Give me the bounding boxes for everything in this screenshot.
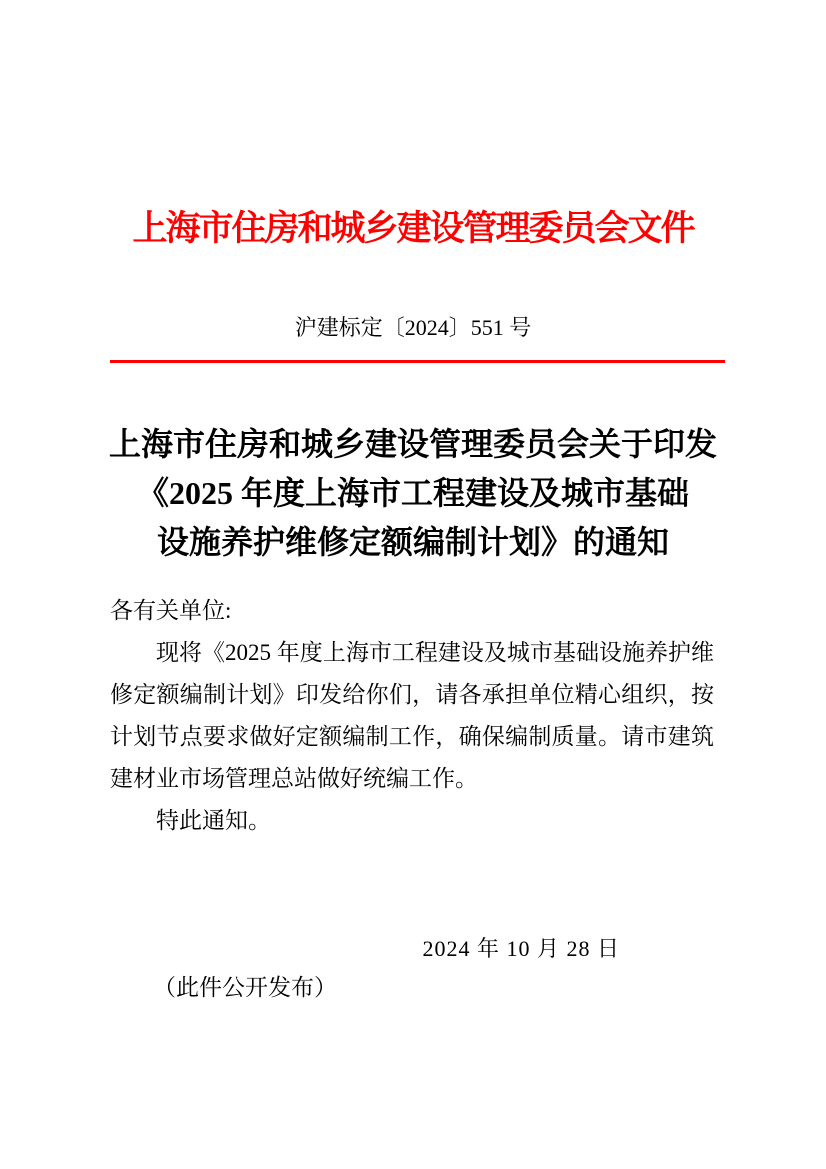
- document-title: [0, 420, 826, 567]
- red-separator-line: [110, 360, 725, 363]
- closing-line: 特此通知。: [156, 808, 271, 833]
- issue-date: 2024 年 10 月 28 日: [422, 936, 620, 961]
- document-title-line-1: 上海市住房和城乡建设管理委员会关于印发: [108, 426, 717, 462]
- salutation: 各有关单位:: [110, 598, 232, 623]
- publish-note: （此件公开发布）: [153, 975, 337, 1000]
- document-number: 沪建标定〔2024〕551 号: [294, 315, 532, 340]
- document-title-line-2: 《2025 年度上海市工程建设及城市基础: [136, 475, 689, 511]
- letterhead-title: 上海市住房和城乡建设管理委员会文件: [132, 209, 694, 248]
- document-title-line-3: 设施养护维修定额编制计划》的通知: [156, 524, 669, 560]
- body-paragraph: 现将《2025 年度上海市工程建设及城市基础设施养护维修定额编制计划》印发给你们，请各承担单位精心组织，按计划节点要求做好定额编制工作，确保编制质量。请市建筑建材业市场管理总站做好统编工作。: [110, 640, 714, 791]
